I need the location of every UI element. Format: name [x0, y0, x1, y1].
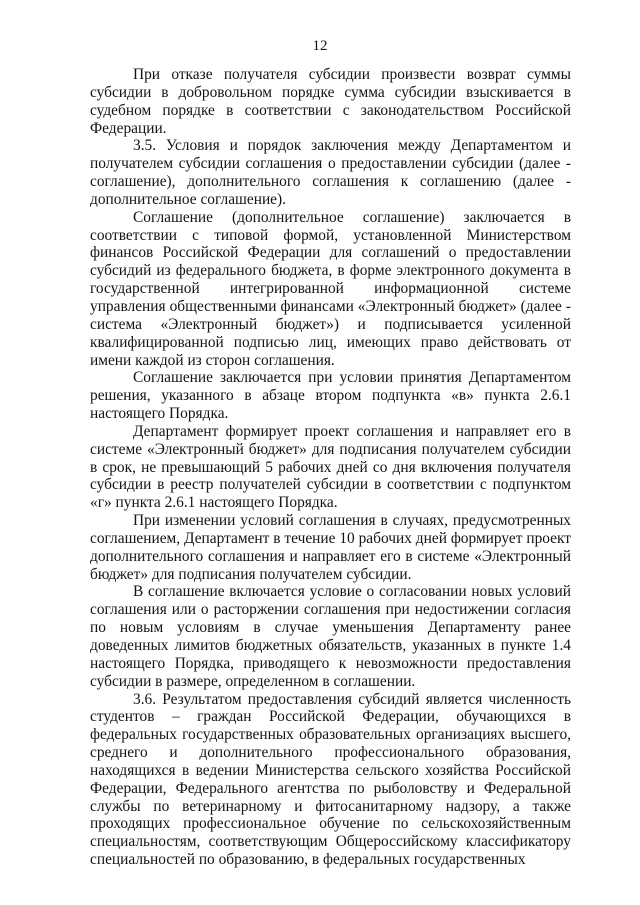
paragraph-agreement-form: Соглашение (дополнительное соглашение) заключается в соответствии с типовой формой, установленной Министерством финансов Российской Федерации для соглашений о предоставлении субсидий из федерального бюджета, в форме электронного документа в государственной интегрированной информационной системе управления общественными финансами «Электронный бюджет» (далее - система «Электронный бюджет») и подписывается усиленной квалифицированной подписью лиц, имеющих право действовать от имени каждой из сторон соглашения.: [90, 208, 571, 369]
paragraph-refund-enforcement: При отказе получателя субсидии произвести возврат суммы субсидии в добровольном порядке сумма субсидии взыскивается в судебном порядке в соответствии с законодательством Российской Федерации.: [90, 66, 571, 137]
paragraph-3-5-agreement-conditions: 3.5. Условия и порядок заключения между Департаментом и получателем субсидии соглашения о предоставлении субсидии (далее - соглашение), дополнительного соглашения к соглашению (далее - дополнительное соглашение).: [90, 137, 571, 208]
paragraph-3-6-result: 3.6. Результатом предоставления субсидий является численность студентов – граждан Российской Федерации, обучающихся в федеральных государственных образовательных организациях высшего, среднего и дополнительного профессионального образования, находящихся в ведении Министерства сельского хозяйства Российской Федерации, Федерального агентства по рыболовству и Федеральной службы по ветеринарному и фитосанитарному надзору, а также проходящих профессиональное обучение по сельскохозяйственным специальностям, соответствующим Общероссийскому классификатору специальностей по образованию, в федеральных государственных: [90, 690, 571, 869]
paragraph-new-conditions: В соглашение включается условие о согласовании новых условий соглашения или о расторжении соглашения при недостижении согласия по новым условиям в случае уменьшения Департаменту ранее доведенных лимитов бюджетных обязательств, указанных в пункте 1.4 настоящего Порядка, приводящего к невозможности предоставления субсидии в размере, определенном в соглашении.: [90, 583, 571, 690]
paragraph-amendment: При изменении условий соглашения в случаях, предусмотренных соглашением, Департамент в течение 10 рабочих дней формирует проект дополнительного соглашения и направляет его в системе «Электронный бюджет» для подписания получателем субсидии.: [90, 512, 571, 583]
paragraph-agreement-condition: Соглашение заключается при условии принятия Департаментом решения, указанного в абзаце втором подпункта «в» пункта 2.6.1 настоящего Порядка.: [90, 369, 571, 423]
document-body: [90, 66, 571, 869]
paragraph-draft-agreement: Департамент формирует проект соглашения и направляет его в системе «Электронный бюджет» для подписания получателем субсидии в срок, не превышающий 5 рабочих дней со дня включения получателя субсидии в реестр получателей субсидии в соответствии с подпунктом «г» пункта 2.6.1 настоящего Порядка.: [90, 422, 571, 512]
page-number: 12: [312, 38, 328, 54]
